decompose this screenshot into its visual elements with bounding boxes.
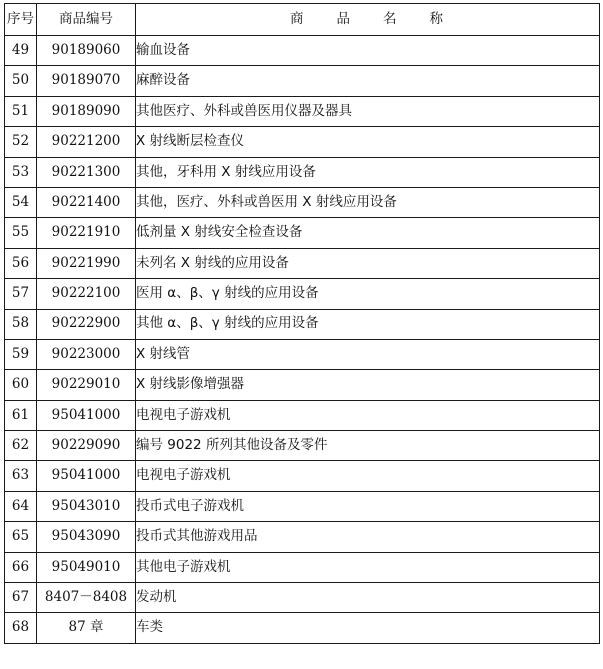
table-row xyxy=(5,279,600,309)
cell-name: 编号 9022 所列其他设备及零件 xyxy=(136,431,600,461)
cell-seq: 61 xyxy=(5,400,37,430)
cell-seq: 65 xyxy=(5,522,37,552)
cell-code: 90223000 xyxy=(37,339,136,369)
table-row xyxy=(5,187,600,217)
cell-code: 8407－8408 xyxy=(37,583,136,613)
cell-seq: 64 xyxy=(5,491,37,521)
header-code: 商品编号 xyxy=(37,4,136,36)
cell-code: 90189090 xyxy=(37,96,136,126)
cell-name: X 射线断层检查仪 xyxy=(136,127,600,157)
table-body xyxy=(5,36,600,644)
cell-seq: 58 xyxy=(5,309,37,339)
cell-code: 90189070 xyxy=(37,66,136,96)
table-row xyxy=(5,613,600,643)
cell-code: 90222900 xyxy=(37,309,136,339)
cell-code: 90189060 xyxy=(37,36,136,66)
cell-seq: 59 xyxy=(5,339,37,369)
table-row xyxy=(5,552,600,582)
table-row xyxy=(5,400,600,430)
cell-name: 其他电子游戏机 xyxy=(136,552,600,582)
table-row xyxy=(5,491,600,521)
cell-seq: 56 xyxy=(5,248,37,278)
header-row xyxy=(5,4,600,36)
table-row xyxy=(5,461,600,491)
cell-name: 未列名 X 射线的应用设备 xyxy=(136,248,600,278)
cell-seq: 62 xyxy=(5,431,37,461)
cell-name: 低剂量 X 射线安全检查设备 xyxy=(136,218,600,248)
cell-code: 95041000 xyxy=(37,461,136,491)
cell-code: 90222100 xyxy=(37,279,136,309)
cell-name: 麻醉设备 xyxy=(136,66,600,96)
cell-code: 90221910 xyxy=(37,218,136,248)
table-row xyxy=(5,522,600,552)
cell-code: 95049010 xyxy=(37,552,136,582)
cell-code: 90229090 xyxy=(37,431,136,461)
table-row xyxy=(5,339,600,369)
cell-name: 投币式其他游戏用品 xyxy=(136,522,600,552)
cell-name: 车类 xyxy=(136,613,600,643)
cell-name: 其他，牙科用 X 射线应用设备 xyxy=(136,157,600,187)
cell-code: 87 章 xyxy=(37,613,136,643)
cell-code: 95043010 xyxy=(37,491,136,521)
cell-code: 95041000 xyxy=(37,400,136,430)
cell-name: 输血设备 xyxy=(136,36,600,66)
cell-name: 其他医疗、外科或兽医用仪器及器具 xyxy=(136,96,600,126)
table-row xyxy=(5,36,600,66)
cell-seq: 57 xyxy=(5,279,37,309)
cell-seq: 51 xyxy=(5,96,37,126)
cell-name: 发动机 xyxy=(136,583,600,613)
table-row xyxy=(5,248,600,278)
cell-seq: 50 xyxy=(5,66,37,96)
cell-name: 医用 α、β、γ 射线的应用设备 xyxy=(136,279,600,309)
table-row xyxy=(5,157,600,187)
table-row xyxy=(5,431,600,461)
table-header xyxy=(5,4,600,36)
cell-seq: 67 xyxy=(5,583,37,613)
cell-code: 95043090 xyxy=(37,522,136,552)
cell-code: 90221400 xyxy=(37,187,136,217)
table-row xyxy=(5,66,600,96)
table-row xyxy=(5,309,600,339)
header-name: 商 品 名 称 xyxy=(136,4,600,36)
cell-code: 90229010 xyxy=(37,370,136,400)
cell-code: 90221990 xyxy=(37,248,136,278)
cell-seq: 68 xyxy=(5,613,37,643)
document-page xyxy=(4,3,600,644)
goods-table xyxy=(4,3,600,644)
cell-seq: 66 xyxy=(5,552,37,582)
table-row xyxy=(5,583,600,613)
cell-name: 电视电子游戏机 xyxy=(136,400,600,430)
cell-name: X 射线影像增强器 xyxy=(136,370,600,400)
header-seq: 序号 xyxy=(5,4,37,36)
cell-name: 其他，医疗、外科或兽医用 X 射线应用设备 xyxy=(136,187,600,217)
table-row xyxy=(5,127,600,157)
table-row xyxy=(5,370,600,400)
cell-seq: 53 xyxy=(5,157,37,187)
cell-seq: 55 xyxy=(5,218,37,248)
cell-name: 其他 α、β、γ 射线的应用设备 xyxy=(136,309,600,339)
cell-name: 电视电子游戏机 xyxy=(136,461,600,491)
cell-name: X 射线管 xyxy=(136,339,600,369)
cell-code: 90221200 xyxy=(37,127,136,157)
table-row xyxy=(5,218,600,248)
cell-seq: 54 xyxy=(5,187,37,217)
cell-seq: 63 xyxy=(5,461,37,491)
cell-seq: 60 xyxy=(5,370,37,400)
cell-seq: 49 xyxy=(5,36,37,66)
cell-name: 投币式电子游戏机 xyxy=(136,491,600,521)
table-row xyxy=(5,96,600,126)
cell-seq: 52 xyxy=(5,127,37,157)
cell-code: 90221300 xyxy=(37,157,136,187)
